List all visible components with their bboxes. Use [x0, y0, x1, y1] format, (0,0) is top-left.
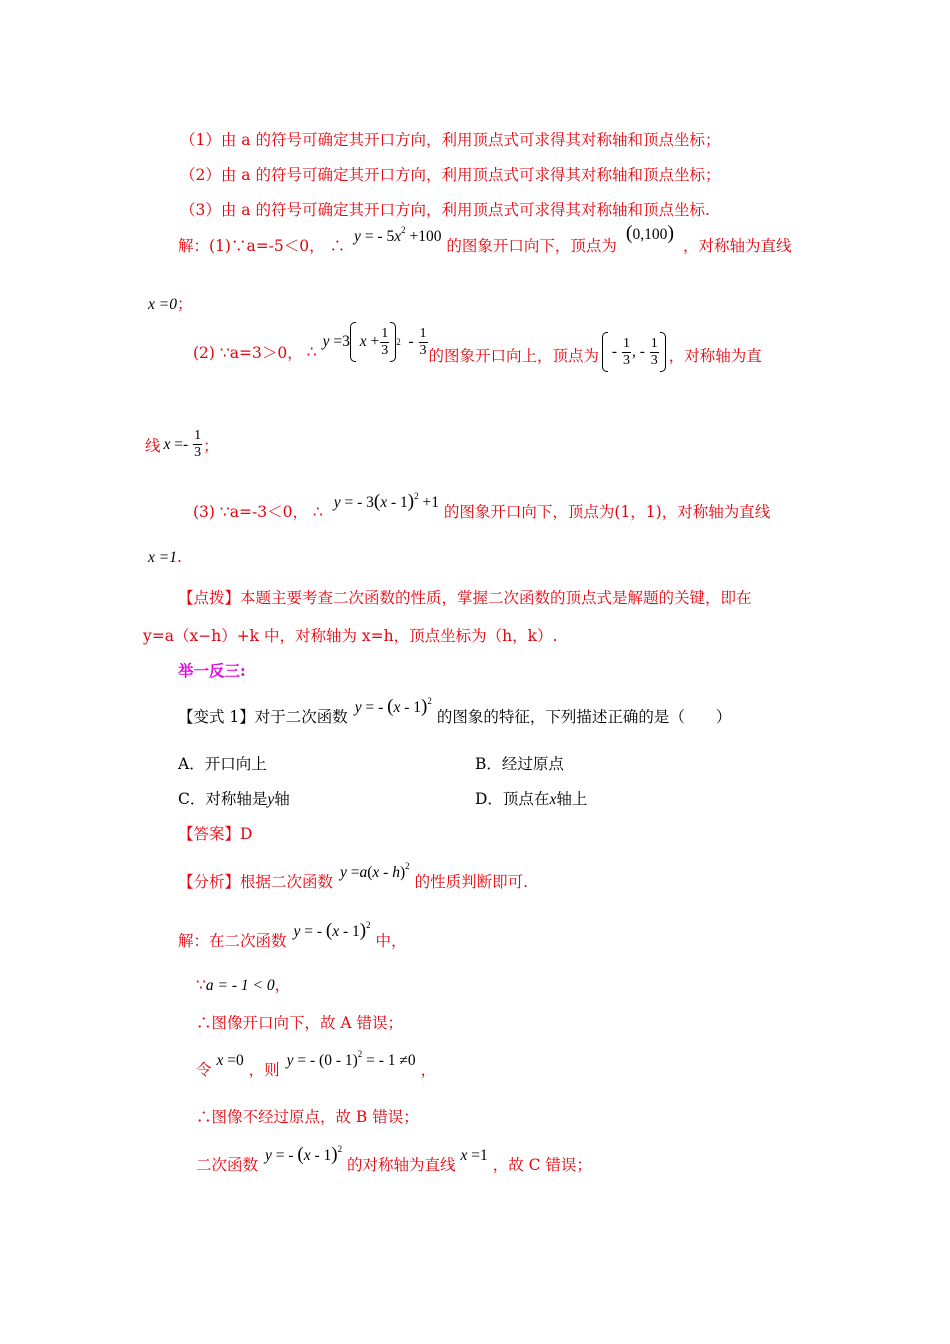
step-6: [196, 1144, 592, 1176]
analysis-formula: y =a(x - h)$^2$: [339, 861, 410, 881]
option-d-var: x: [549, 791, 557, 808]
therefore-symbol: ∴: [306, 343, 317, 361]
step-2-prefix: ∵: [196, 976, 206, 994]
solution-2-axis: [145, 428, 219, 461]
step-6-prefix: 二次函数: [196, 1156, 259, 1174]
variant-label: 【变式 1】对于二次函数: [178, 708, 348, 726]
step-4-prefix: 令: [196, 1061, 212, 1079]
option-c: [178, 787, 290, 809]
vertex-2: - $\frac{1}{3}$ , - $\frac{1}{3}$: [602, 332, 666, 372]
semicolon: ；: [203, 436, 219, 455]
axis-3-math: x =1: [148, 549, 177, 566]
axis-2-math: x =- $\frac{1}{3}$: [163, 428, 202, 460]
semicolon: ；: [176, 295, 193, 313]
formula-3: y = - 3(x - 1)$^2$ +1: [333, 491, 439, 512]
step-1-post: 中，: [375, 932, 407, 950]
solution-3: [193, 491, 771, 523]
solution-1-prefix: 解：(1)∵a=-5＜0，: [178, 237, 325, 255]
tip-line-2: y=a（x−h）+k 中，对称轴为 x=h，顶点坐标为（h，k）.: [143, 627, 558, 645]
option-a: A．开口向上: [178, 755, 267, 773]
period: .: [176, 548, 182, 566]
solution-2-prefix: (2) ∵a=3＞0，: [193, 344, 303, 362]
solution-2: [193, 325, 762, 372]
therefore-symbol: ∴: [329, 237, 346, 255]
formula-1: y = - $5x^2 +100$: [354, 225, 442, 245]
step-4-mid: ，则: [248, 1061, 280, 1079]
step-4-formula: y = - (0 - 1)$^2$ = - 1 ≠0: [286, 1049, 416, 1069]
vertex-1: (0,100): [625, 222, 675, 244]
answer: 【答案】D: [178, 825, 253, 843]
solution-1: [178, 222, 792, 257]
analysis-prefix: 【分析】根据二次函数: [178, 873, 334, 891]
solution-2-cont: 线: [145, 436, 161, 455]
step-4-post: ，: [420, 1061, 437, 1079]
axis-1-math: x =0: [148, 296, 177, 313]
analysis: [178, 861, 528, 892]
step-6-axis: x =1: [460, 1147, 488, 1164]
option-d-text: D．顶点在: [475, 790, 550, 808]
step-3: ∴图像开口向下，故 A 错误；: [196, 1014, 404, 1032]
option-b: B．经过原点: [475, 755, 564, 773]
step-4: [196, 1049, 437, 1080]
step-1-prefix: 解：在二次函数: [178, 932, 287, 950]
tip-label: 【点拨】: [178, 589, 241, 607]
therefore-symbol: ∴: [312, 503, 323, 521]
solution-1-post: ，对称轴为直线: [683, 237, 792, 255]
step-5: ∴图像不经过原点，故 B 错误；: [196, 1108, 419, 1126]
formula-2: y =3 x + $\frac{1}{3}$ 2 - $\frac{1}{3}$: [323, 322, 429, 362]
analysis-post: 的性质判断即可.: [414, 873, 528, 891]
option-d: [475, 787, 587, 809]
variant-question: [178, 696, 732, 728]
solution-3-axis: [148, 548, 182, 567]
solution-2-mid: 的图象开口向上，顶点为: [428, 347, 600, 365]
step-1: [178, 920, 407, 952]
hint-line-3: （3）由 a 的符号可确定其开口方向，利用顶点式可求得其对称轴和顶点坐标.: [180, 201, 710, 219]
hint-line-2: （2）由 a 的符号可确定其开口方向，利用顶点式可求得其对称轴和顶点坐标；: [180, 166, 721, 184]
variant-formula: y = - (x - 1)$^2$: [354, 696, 432, 717]
step-4-cond: x =0: [216, 1052, 244, 1069]
step-6-formula: y = - (x - 1)$^2$: [264, 1144, 343, 1165]
step-2: [196, 973, 290, 995]
tip-line-1: [178, 586, 752, 608]
section-title: 举一反三:: [178, 661, 246, 680]
option-d-suffix: 轴上: [556, 790, 588, 808]
option-c-var: y: [267, 791, 275, 808]
step-6-mid: 的对称轴为直线: [347, 1156, 456, 1174]
hint-line-1: （1）由 a 的符号可确定其开口方向，利用顶点式可求得其对称轴和顶点坐标；: [180, 131, 721, 149]
variant-post: 的图象的特征，下列描述正确的是（ ）: [436, 708, 732, 726]
step-6-post: ，故 C 错误；: [492, 1156, 592, 1174]
solution-3-mid: 的图象开口向下，顶点为(1，1)，对称轴为直线: [443, 503, 771, 521]
solution-3-prefix: (3) ∵a=-3＜0，: [193, 503, 308, 521]
step-1-formula: y = - (x - 1)$^2$: [293, 920, 371, 941]
tip-text: 本题主要考查二次函数的性质，掌握二次函数的顶点式是解题的关键，即在: [240, 589, 752, 607]
step-2-math: a = - 1 < 0: [205, 977, 275, 994]
option-c-suffix: 轴: [274, 790, 290, 808]
solution-1-mid: 的图象开口向下，顶点为: [446, 237, 617, 255]
solution-1-axis: [148, 292, 192, 314]
step-2-post: ，: [274, 976, 291, 994]
option-c-text: C．对称轴是: [178, 790, 268, 808]
solution-2-post: ，对称轴为直: [668, 347, 762, 365]
